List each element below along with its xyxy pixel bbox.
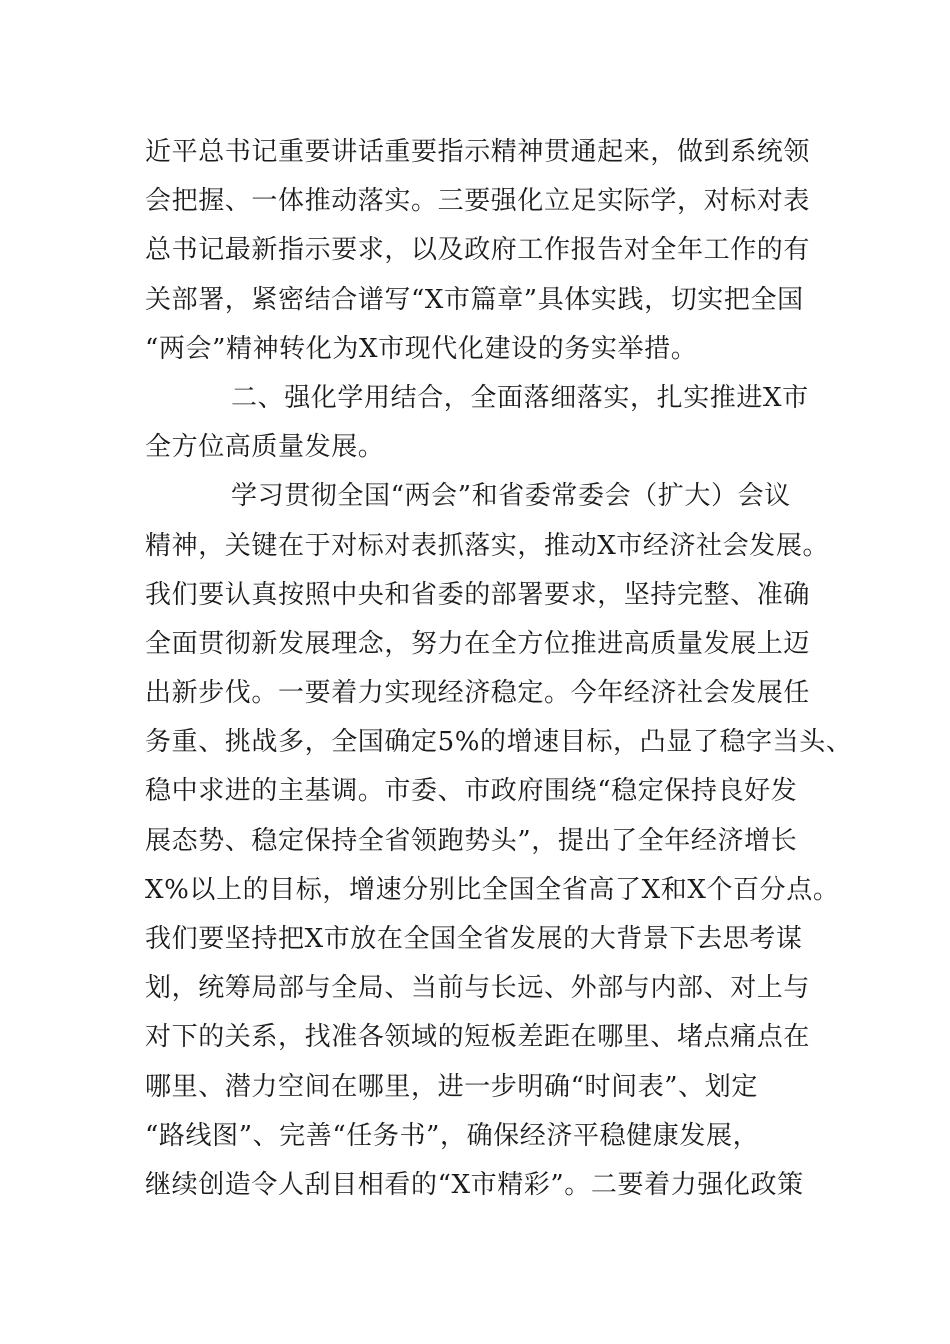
body-text [145, 128, 853, 1210]
text-line: 对下的关系，找准各领域的短板差距在哪里、堵点痛点在 [145, 1022, 811, 1053]
text-line: 我们要坚持把X市放在全国全省发展的大背景下去思考谋 [145, 924, 803, 954]
text-line: 总书记最新指示要求，以及政府工作报告对全年工作的有 [145, 235, 811, 266]
paragraph-first-line: 学习贯彻全国“两会”和省委常委会（扩大）会议 [231, 481, 791, 512]
section-heading-line: 二、强化学用结合，全面落细落实，扎实推进X市 [231, 382, 809, 413]
text-line: X%以上的目标，增速分别比全国全省高了X和X个百分点。 [145, 874, 840, 905]
text-line: 出新步伐。一要着力实现经济稳定。今年经济社会发展任 [145, 678, 811, 709]
section-heading-line: 全方位高质量发展。 [145, 432, 385, 463]
text-line: 我们要认真按照中央和省委的部署要求，坚持完整、准确 [145, 579, 811, 610]
text-line: 近平总书记重要讲话重要指示精神贯通起来，做到系统领 [145, 137, 811, 167]
text-line: 哪里、潜力空间在哪里，进一步明确“时间表”、划定 [145, 1071, 758, 1102]
text-line: “路线图”、完善“任务书”，确保经济平稳健康发展， [145, 1120, 760, 1151]
text-line: 全面贯彻新发展理念，努力在全方位推进高质量发展上迈 [145, 628, 811, 659]
text-line: 关部署，紧密结合谱写“X市篇章”具体实践，切实把全国 [145, 284, 804, 315]
text-line: 展态势、稳定保持全省领跑势头”，提出了全年经济增长 [145, 825, 798, 856]
text-line: 精神，关键在于对标对表抓落实，推动X市经济社会发展。 [145, 530, 830, 561]
text-line: 继续创造令人刮目相看的“X市精彩”。二要着力强化政策 [145, 1169, 804, 1200]
text-line: 会把握、一体推动落实。三要强化立足实际学，对标对表 [145, 186, 811, 217]
text-line: “两会”精神转化为X市现代化建设的务实举措。 [145, 333, 698, 364]
text-line: 划，统筹局部与全局、当前与长远、外部与内部、对上与 [145, 973, 811, 1004]
text-line: 稳中求进的主基调。市委、市政府围绕“稳定保持良好发 [145, 776, 798, 807]
text-line: 务重、挑战多，全国确定5%的增速目标，凸显了稳字当头、 [145, 727, 853, 758]
